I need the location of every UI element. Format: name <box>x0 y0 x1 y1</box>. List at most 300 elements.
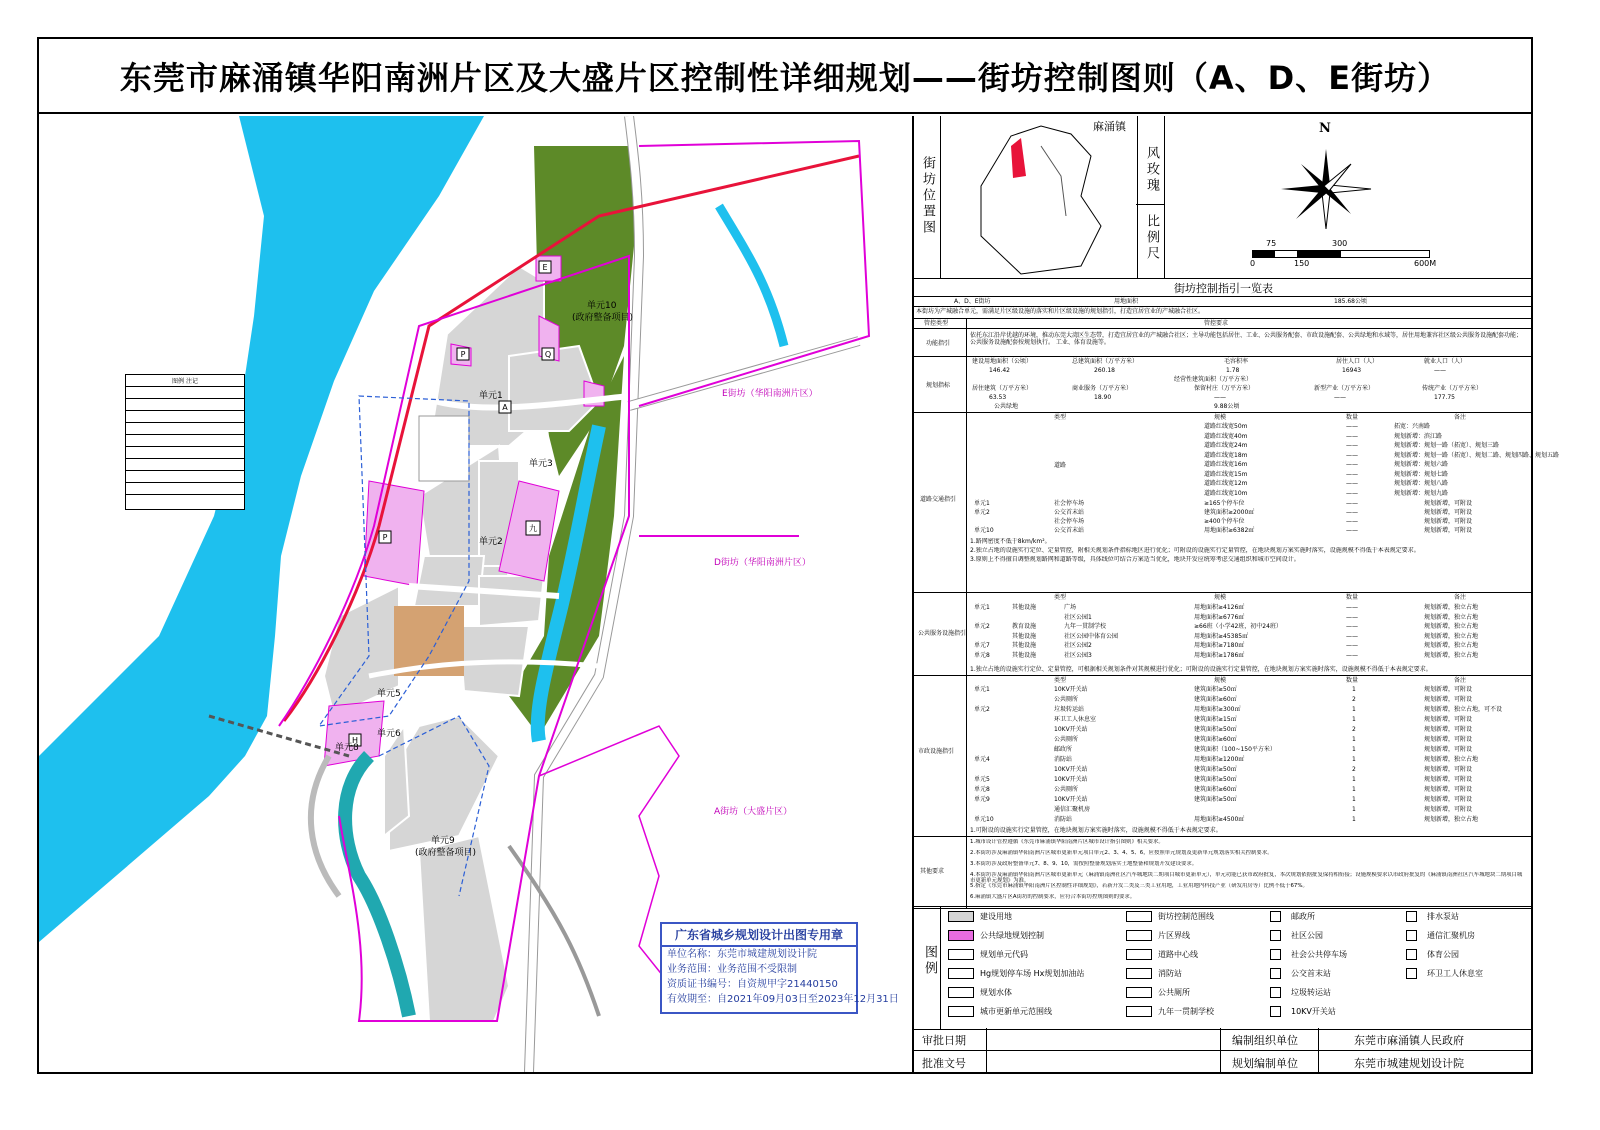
legend-item <box>1406 968 1483 979</box>
util-note: 规划新增，可附设 <box>1424 686 1473 693</box>
rose-vline <box>1164 116 1165 278</box>
util-h: 规模 <box>1214 677 1227 684</box>
util-name: 通信汇聚机房 <box>1054 806 1091 813</box>
legend-text: 排水泵站 <box>1427 912 1459 921</box>
pub-scale: 用地面积≥6776㎡ <box>1194 613 1245 621</box>
road-width: 道路红线宽15m <box>1204 470 1248 478</box>
pub-cat: 教育设施 <box>1012 623 1037 630</box>
plan-v: 146.42 <box>989 367 1010 374</box>
parking-type: 社会停车场 <box>1054 518 1085 525</box>
legend-text: 垃圾转运站 <box>1291 988 1331 997</box>
stamp-heading: 广东省城乡规划设计出图专用章 <box>662 924 856 947</box>
legend-swatch-icon <box>1270 949 1281 960</box>
pub-note: 规划新增，独立占地 <box>1424 632 1479 640</box>
util-note: 规划新增，可附设 <box>1424 796 1473 803</box>
legend-text: 邮政所 <box>1291 912 1315 921</box>
legend-swatch-icon <box>948 968 974 979</box>
legend-swatch-icon <box>1126 911 1152 922</box>
unit-label: 单元1 <box>479 391 503 401</box>
parking-type: 公交首末站 <box>1054 527 1085 534</box>
svg-text:E: E <box>542 263 548 272</box>
util-h: 数量 <box>1346 677 1359 684</box>
util-scale: 用地面积≥1200㎡ <box>1194 756 1245 763</box>
pub-unit: 单元2 <box>974 623 990 630</box>
unit-label: 单元5 <box>377 689 401 699</box>
util-count: 1 <box>1352 776 1356 783</box>
white-block <box>419 416 469 481</box>
road-note: 规划新增：规划六路 <box>1394 461 1449 468</box>
other-label: 其他要求 <box>920 868 945 875</box>
legend-item <box>1406 930 1475 941</box>
pub-unit: 单元8 <box>974 651 990 659</box>
footer-col <box>1220 1028 1221 1072</box>
func-text: 依托东江沿岸优越的环境，推动东莞大湾区生态带，打造宜居宜业的产城融合社区；主导功能包括居住、工业、公共服务配套、市政设施配套、公共绿地和水域等，居住用地兼容社区级公共服务设施配套功能；公共服务设施配套按规划执行。 工业、体育设施等。 <box>970 332 1523 346</box>
other-note: 1.城市设计管控遵循《东莞市麻涌镇华阳南洲片区城市设计指引图则》相关要求。 <box>970 839 1164 845</box>
legend-item <box>1406 949 1459 960</box>
plan-v: 260.18 <box>1094 367 1115 374</box>
legend-swatch-icon <box>948 911 974 922</box>
legend-item <box>948 911 1012 922</box>
road-width: 道路红线宽24m <box>1204 442 1248 449</box>
util-name: 10KV开关站 <box>1054 726 1088 733</box>
legend-text: 道路中心线 <box>1158 950 1198 959</box>
control-panel <box>912 116 1560 1072</box>
plan-h: 总建筑面积（万平方米） <box>1072 358 1139 365</box>
road-type: 道路 <box>1054 462 1067 469</box>
unit-note: (政府整备项目) <box>415 848 477 858</box>
parking-note: 规划新增，可附设 <box>1424 509 1473 516</box>
road-count: —— <box>1346 480 1358 487</box>
util-scale: 用地面积≥300㎡ <box>1194 706 1241 713</box>
road-count: —— <box>1346 423 1358 430</box>
util-count: 2 <box>1352 726 1356 733</box>
legend-text: 通信汇聚机房 <box>1427 931 1475 940</box>
util-scale: 建筑面积≥15㎡ <box>1194 716 1237 723</box>
pub-count: —— <box>1346 604 1358 611</box>
locator-section <box>914 116 1533 279</box>
util-count: 1 <box>1352 806 1356 813</box>
util-count: 1 <box>1352 756 1356 763</box>
legend-item <box>1126 911 1214 922</box>
util-count: 2 <box>1352 696 1356 703</box>
other-note: 2.本街坊涉及麻涌镇华阳南洲片区城市更新单元项目单元2、3、4、5、6，应按照单元规划及更新单元规划落实相关控制要求。 <box>970 850 1273 856</box>
util-note: 规划新增，可附设 <box>1424 696 1473 703</box>
legend-item <box>1406 911 1459 922</box>
legend-item <box>948 1006 1052 1017</box>
util-name: 公共厕所 <box>1054 736 1079 743</box>
other-note: 6.麻涌镇大盛片区A街坊的控制要求，应符合本街坊控规图则的要求。 <box>970 894 1136 900</box>
util-scale: 建筑面积≥50㎡ <box>1194 726 1237 733</box>
pub-h: 数量 <box>1346 594 1359 601</box>
legend-swatch-icon <box>1406 930 1417 941</box>
locator-map <box>940 116 1138 278</box>
legend-item <box>948 930 1044 941</box>
parking-count: —— <box>1346 527 1358 534</box>
util-note: 1.可附设的设施实行定量管控，在地块规划方案实施时落实，设施规模不得低于本表规定要求。 <box>970 827 1222 834</box>
rose-label: 风玫瑰 <box>1144 146 1159 194</box>
legend-item <box>1126 987 1190 998</box>
road-h: 类型 <box>1054 414 1067 421</box>
plan-v: 16943 <box>1342 367 1362 374</box>
legend-item <box>1270 968 1331 979</box>
legend-item <box>1270 1006 1336 1017</box>
footer-col <box>986 1028 987 1072</box>
util-note: 规划新增，可附设 <box>1424 786 1473 793</box>
unit-label: 单元2 <box>479 537 503 547</box>
road-note: 拓宽：兴南路 <box>1394 423 1431 430</box>
pub-name: 九年一贯制学校 <box>1064 623 1107 630</box>
util-scale: 建筑面积≥60㎡ <box>1194 696 1237 703</box>
road-count: —— <box>1346 432 1358 440</box>
pub-h: 规模 <box>1214 594 1227 601</box>
org-name: 东莞市麻涌镇人民政府 <box>1354 1034 1464 1047</box>
pub-note: 规划新增，独立占地 <box>1424 651 1479 659</box>
util-note: 规划新增，可附设 <box>1424 776 1473 783</box>
pub-cat: 其他设施 <box>1012 651 1037 659</box>
legend-swatch-icon <box>1406 949 1417 960</box>
util-name: 公共厕所 <box>1054 696 1079 703</box>
legend-text: 公交首末站 <box>1291 969 1331 978</box>
road-width: 道路红线宽50m <box>1204 423 1248 430</box>
legend-swatch-icon <box>1126 1006 1152 1017</box>
road-width: 道路红线宽40m <box>1204 432 1248 440</box>
area-label: 用地面积 <box>1114 298 1139 305</box>
legend-swatch-icon <box>948 949 974 960</box>
util-note: 规划新增，可附设 <box>1424 766 1473 773</box>
legend-item <box>1126 949 1198 960</box>
legend <box>914 906 1533 1030</box>
north-label: N <box>1319 121 1331 136</box>
util-name: 10KV开关站 <box>1054 686 1088 693</box>
util-count: 1 <box>1352 816 1356 823</box>
road-note: 规划新增：规划一路（拓宽）、规划三路 <box>1394 442 1500 449</box>
legend-swatch-icon <box>1270 987 1281 998</box>
legend-item <box>1126 930 1190 941</box>
road-note: 规划新增：规划九路 <box>1394 489 1449 497</box>
legend-swatch-icon <box>1126 987 1152 998</box>
util-unit: 单元2 <box>974 706 990 713</box>
util-name: 邮政所 <box>1054 746 1073 753</box>
pub-cat: 其他设施 <box>1012 642 1037 649</box>
parking-unit: 单元10 <box>974 527 994 534</box>
row-line <box>914 306 1533 307</box>
legend-label: 图例 <box>922 945 937 977</box>
scale-bar <box>1252 250 1430 258</box>
stream-north <box>719 206 784 346</box>
util-count: 1 <box>1352 746 1356 753</box>
road-note-line: 1.路网密度不低于8km/km²。 <box>970 538 1051 545</box>
road-count: —— <box>1346 451 1358 459</box>
road-h: 数量 <box>1346 414 1359 421</box>
footer <box>914 1028 1533 1072</box>
pub-scale: 用地面积≥7180㎡ <box>1194 642 1245 649</box>
legend-item <box>948 968 1084 979</box>
road-count: —— <box>1346 461 1358 468</box>
scale-tick: 300 <box>1332 239 1348 248</box>
scale-tick: 600M <box>1414 259 1437 268</box>
util-note: 规划新增，可附设 <box>1424 806 1473 813</box>
legend-swatch-icon <box>1270 930 1281 941</box>
parking-note: 规划新增，可附设 <box>1424 500 1473 507</box>
util-scale: 建筑面积≥50㎡ <box>1194 766 1237 773</box>
wind-rose-icon <box>1259 134 1399 244</box>
legend-item <box>948 987 1012 998</box>
scale-label: 比例尺 <box>1144 214 1159 262</box>
svg-text:H: H <box>351 736 359 745</box>
stamp-valid: 有效期至：自2021年09月03日至2023年12月31日 <box>667 994 899 1005</box>
pub-name: 广场 <box>1064 604 1077 611</box>
util-count: 1 <box>1352 686 1356 693</box>
util-name: 10KV开关站 <box>1054 766 1088 773</box>
legend-swatch-icon <box>1406 911 1417 922</box>
legend-text: 社区公园 <box>1291 931 1323 940</box>
pub-note: 规划新增，独立占地 <box>1424 604 1479 611</box>
road-count: —— <box>1346 470 1358 478</box>
other-note: 3.本街坊涉及政府整备单元7、8、9、10，需按照整备规划落实土地整备和规划开发建设要求。 <box>970 861 1198 867</box>
pub-cat: 其他设施 <box>1012 632 1037 640</box>
unit-label: 单元10 <box>587 301 617 311</box>
plan-v2: —— <box>1334 394 1346 401</box>
stamp-unit: 单位名称：东莞市城建规划设计院 <box>667 949 817 960</box>
legend-text: Hg规划停车场 Hx规划加油站 <box>980 969 1085 978</box>
util-label: 市政设施指引 <box>918 748 955 755</box>
legend-swatch-icon <box>948 930 974 941</box>
plan-v: 1.78 <box>1226 367 1240 374</box>
pub-scale: 用地面积≥1786㎡ <box>1194 651 1245 659</box>
parking-type: 社会停车场 <box>1054 500 1085 507</box>
pub-count: —— <box>1346 642 1358 649</box>
util-note: 规划新增，可附设 <box>1424 716 1473 723</box>
pub-label: 公共服务设施指引 <box>918 630 967 637</box>
block-label-e: E街坊（华阳南洲片区） <box>722 389 818 399</box>
unit-label: 单元6 <box>377 729 401 739</box>
road-note-line: 2.独立占地的设施实行定位、定量管控，附相关规划条件指标地区进行优化；可附设的设施实行定量管控，在地块规划方案实施时落实，设施规模不得低于本表规定要求。 <box>970 547 1420 554</box>
block-label-a: A街坊（大盛片区） <box>714 807 793 817</box>
svg-text:P: P <box>382 533 388 542</box>
util-scale: 建筑面积（100~150平方米） <box>1194 746 1276 753</box>
pub-count: —— <box>1346 632 1358 640</box>
legend-text: 规划水体 <box>980 988 1012 997</box>
pub-name: 社区公园中体育公园 <box>1064 632 1119 640</box>
road-note: 规划新增：规划八路 <box>1394 480 1449 487</box>
plan-h: 毛容积率 <box>1224 358 1249 365</box>
pub-h: 备注 <box>1454 594 1467 601</box>
util-count: 1 <box>1352 786 1356 793</box>
util-scale: 建筑面积≥60㎡ <box>1194 786 1237 793</box>
pub-note: 规划新增，独立占地 <box>1424 623 1479 630</box>
util-name: 消防站 <box>1054 816 1073 823</box>
parking-scale: 建筑面积≥2000㎡ <box>1204 509 1255 516</box>
row-line <box>914 328 1533 329</box>
legend-text: 建设用地 <box>980 912 1012 921</box>
legend-swatch-icon <box>1406 968 1417 979</box>
table-title: 街坊控制指引一览表 <box>1174 282 1273 295</box>
row-line <box>914 412 1533 413</box>
pub-note: 规划新增，独立占地 <box>1424 642 1479 649</box>
road-note-line: 3.原则上不得擅自调整规划路网和道路等级，具体线位可结合方案适当优化，地块开发应统筹考虑交通组织和城市空间设计。 <box>970 556 1300 563</box>
svg-text:A: A <box>502 403 508 412</box>
pub-cat: 其他设施 <box>1012 604 1037 611</box>
road-h: 规模 <box>1214 414 1227 421</box>
legend-swatch-icon <box>1126 930 1152 941</box>
locator-town: 麻涌镇 <box>1093 120 1126 133</box>
road-width: 道路红线宽16m <box>1204 461 1248 468</box>
unit-label: 单元8 <box>335 743 359 753</box>
parking-note: 规划新增，可附设 <box>1424 527 1473 534</box>
green-value: 9.88公顷 <box>1214 403 1240 410</box>
road-note: 规划新增：规划一路（拓宽）、规划二路、规划四路、规划五路 <box>1394 451 1560 459</box>
road-note: 规划新增：滨江路 <box>1394 432 1443 440</box>
util-unit: 单元10 <box>974 816 994 823</box>
plan-h: 建设用地面积（公顷） <box>972 358 1033 365</box>
plan-v2: 177.75 <box>1434 394 1455 401</box>
block-summary: 本街坊为产城融合单元，需满足片区级设施的落实和片区级设施的规划指引，打造宜居宜业的产城融合社区。 <box>916 308 1205 315</box>
util-scale: 建筑面积≥60㎡ <box>1194 736 1237 743</box>
util-count: 1 <box>1352 716 1356 723</box>
footer-line <box>914 1050 1533 1051</box>
func-label: 功能指引 <box>926 340 951 347</box>
legend-text: 消防站 <box>1158 969 1182 978</box>
design-stamp <box>660 922 899 1014</box>
legend-text: 城市更新单元范围线 <box>980 1007 1052 1016</box>
pub-scale: 用地面积≥45385㎡ <box>1194 632 1249 640</box>
legend-item <box>1270 949 1347 960</box>
other-note: 4.本街坊涉及麻涌镇华阳南洲片区城市更新单元（麻涌镇南洲社区汽车城地块二期项目城市更新单元），单元功能已获市政府批复，本次规划依据批复保持相衔接；设施规模要求以市政府批复的《麻涌镇南洲社区汽车城地块二期项目城市更新单元规划》为准。 <box>970 872 1523 883</box>
legend-text: 社会公共停车场 <box>1291 950 1347 959</box>
block-id: A、D、E街坊 <box>954 298 991 305</box>
legend-swatch-icon <box>1126 968 1152 979</box>
block-boundary-a <box>539 726 679 996</box>
legend-item <box>1270 911 1315 922</box>
util-name: 10KV开关站 <box>1054 796 1088 803</box>
util-unit: 单元1 <box>974 686 990 693</box>
plan-v: —— <box>1434 367 1446 374</box>
plan-h2: 新型产业（万平方米） <box>1314 385 1375 392</box>
block-label-d: D街坊（华阳南洲片区） <box>714 558 811 568</box>
parking-count: —— <box>1346 518 1358 525</box>
parking-scale: 用地面积≥6382㎡ <box>1204 527 1255 534</box>
approve-no-label: 批准文号 <box>922 1057 966 1070</box>
small-legend-title: 图例 注记 <box>126 375 244 387</box>
row-line <box>914 675 1533 676</box>
util-note: 规划新增，独立占地 <box>1424 816 1479 823</box>
pub-h: 类型 <box>1054 594 1067 601</box>
util-unit: 单元5 <box>974 776 990 783</box>
parking-count: —— <box>1346 509 1358 516</box>
util-h: 备注 <box>1454 677 1467 684</box>
util-note: 规划新增，独立占地，可不设 <box>1424 706 1503 713</box>
parking-scale: ≥400个停车位 <box>1204 518 1245 525</box>
svg-text:P: P <box>460 350 466 359</box>
plan-map <box>39 116 912 1072</box>
scale-tick: 150 <box>1294 259 1310 268</box>
legend-swatch-icon <box>948 1006 974 1017</box>
util-name: 10KV开关站 <box>1054 776 1088 783</box>
util-name: 垃圾转运站 <box>1054 706 1085 713</box>
legend-item <box>948 949 1028 960</box>
legend-text: 公共厕所 <box>1158 988 1190 997</box>
parking-type: 公交首末站 <box>1054 509 1085 516</box>
pub-count: —— <box>1346 613 1358 621</box>
plan-sub: 经营性建筑面积（万平方米） <box>1174 376 1253 383</box>
road-width: 道路红线宽18m <box>1204 451 1248 459</box>
pub-scale: ≥66班（小学42班，初中24班） <box>1194 623 1282 630</box>
legend-swatch-icon <box>1126 949 1152 960</box>
util-scale: 用地面积≥4500㎡ <box>1194 816 1245 823</box>
util-count: 1 <box>1352 796 1356 803</box>
pub-name: 社区公园2 <box>1064 642 1092 649</box>
pub-count: —— <box>1346 651 1358 659</box>
legend-swatch-icon <box>1270 968 1281 979</box>
footer-col <box>1318 1028 1319 1072</box>
util-note: 规划新增，可附设 <box>1424 736 1473 743</box>
parking-scale: ≥165个停车位 <box>1204 500 1245 507</box>
legend-swatch-icon <box>948 987 974 998</box>
stamp-cert: 资质证书编号：自资规甲字21440150 <box>667 979 838 990</box>
green-label: 公共绿地 <box>994 403 1019 410</box>
row-line <box>914 836 1533 837</box>
util-name: 消防站 <box>1054 756 1073 763</box>
util-note: 规划新增，独立占地 <box>1424 756 1479 763</box>
scale-tick: 0 <box>1250 259 1256 268</box>
svg-text:Q: Q <box>544 350 552 359</box>
plan-v2: 18.90 <box>1094 394 1112 401</box>
road-label: 道路交通指引 <box>920 496 957 503</box>
legend-item <box>1270 987 1331 998</box>
row-line <box>914 318 1533 319</box>
road-width: 道路红线宽10m <box>1204 489 1248 497</box>
plan-h2: 保留村庄（万平方米） <box>1194 385 1255 392</box>
pub-name: 社区公园1 <box>1064 613 1092 621</box>
util-count: 1 <box>1352 706 1356 713</box>
util-scale: 建筑面积≥50㎡ <box>1194 776 1237 783</box>
util-count: 1 <box>1352 736 1356 743</box>
plan-v2: —— <box>1214 394 1226 401</box>
plan-h: 就业人口（人） <box>1424 358 1467 365</box>
svg-text:九: 九 <box>529 524 537 533</box>
util-note: 规划新增，可附设 <box>1424 746 1473 753</box>
pub-count: —— <box>1346 623 1358 630</box>
legend-text: 10KV开关站 <box>1291 1007 1336 1016</box>
util-h: 类型 <box>1054 677 1067 684</box>
plan-v2: 63.53 <box>989 394 1007 401</box>
small-legend-rows <box>126 387 244 505</box>
plan-label: 规划指标 <box>926 382 951 389</box>
col-type: 管控类型 <box>924 320 949 327</box>
author-name: 东莞市城建规划设计院 <box>1354 1057 1464 1070</box>
pub-scale: 用地面积≥4126㎡ <box>1194 604 1245 611</box>
area-value: 185.68公顷 <box>1334 298 1367 305</box>
plan-h: 居住人口（人） <box>1336 358 1379 365</box>
col-req: 管控要求 <box>1204 320 1229 327</box>
legend-text: 规划单元代码 <box>980 950 1028 959</box>
parking-note: 规划新增，可附设 <box>1424 518 1473 525</box>
legend-swatch-icon <box>1270 1006 1281 1017</box>
util-unit: 单元9 <box>974 796 990 803</box>
legend-divider <box>940 907 941 1029</box>
legend-item <box>1126 968 1182 979</box>
util-name: 环卫工人休息室 <box>1054 716 1097 723</box>
unit-label: 单元9 <box>431 836 455 846</box>
plan-h2: 商业服务（万平方米） <box>1072 385 1133 392</box>
legend-text: 公共绿地规划控制 <box>980 931 1044 940</box>
control-table <box>914 278 1560 910</box>
pub-name: 社区公园3 <box>1064 651 1092 659</box>
col-line <box>966 318 967 908</box>
other-note: 5.指定《东莞市麻涌镇华阳南洲片区控制性详细规划》，若新开发二类及三类工业用地，工业用地内科技产业（研发用房等）比例不低于67%。 <box>970 883 1308 889</box>
road-note: 规划新增：规划七路 <box>1394 470 1449 478</box>
unit-label: 单元3 <box>529 459 553 469</box>
